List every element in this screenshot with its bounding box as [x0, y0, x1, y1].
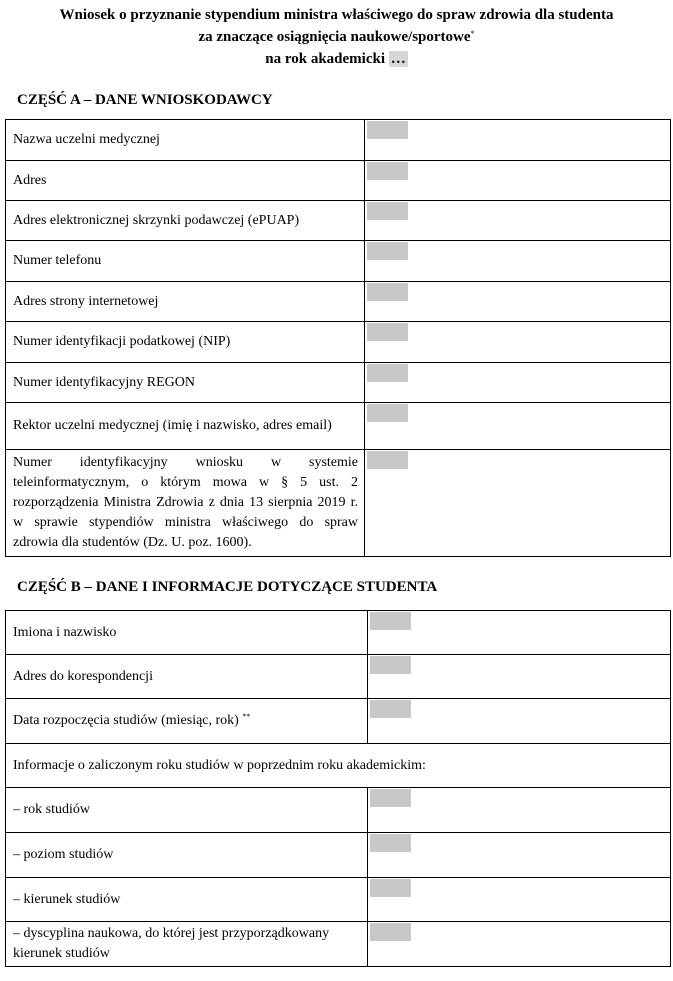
table-row [6, 201, 671, 241]
input-field[interactable] [370, 879, 411, 897]
table-row [6, 450, 671, 557]
input-field[interactable] [370, 656, 411, 674]
field-value-cell[interactable] [368, 655, 671, 699]
academic-year-field[interactable]: … [390, 51, 406, 67]
input-field[interactable] [367, 242, 408, 260]
field-value-cell[interactable] [365, 161, 671, 201]
field-value-cell[interactable] [368, 878, 671, 922]
info-row-label: Informacje o zaliczonym roku studiów w poprzednim roku akademickim: [6, 744, 671, 788]
field-value-cell[interactable] [368, 788, 671, 833]
table-row [6, 282, 671, 322]
footnote-mark: * [470, 29, 475, 38]
table-row [6, 611, 671, 655]
field-label: Imiona i nazwisko [6, 611, 368, 655]
field-label-text: Data rozpoczęcia studiów (miesiąc, rok) [13, 713, 239, 728]
table-row [6, 788, 671, 833]
field-label: – poziom studiów [6, 833, 368, 878]
form-title-line3 [0, 48, 673, 70]
input-field[interactable] [367, 202, 408, 220]
field-label: Numer identyfikacji podatkowej (NIP) [6, 322, 365, 363]
field-label: Numer identyfikacyjny wniosku w systemie teleinformatycznym, o którym mowa w § 5 ust. 2 rozporządzenia Ministra Zdrowia z dnia 13 sierpnia 2019 r. w sprawie stypendiów ministra właściwego do spraw zdrowia dla studentów (Dz. U. poz. 1600). [6, 450, 365, 557]
table-row [6, 241, 671, 282]
footnote-mark: ** [242, 712, 251, 721]
form-title-line2-text: za znaczące osiągnięcia naukowe/sportowe [198, 29, 471, 45]
input-field[interactable] [367, 162, 408, 180]
field-value-cell[interactable] [368, 699, 671, 744]
field-label: Rektor uczelni medycznej (imię i nazwisko, adres email) [6, 403, 365, 450]
table-row [6, 322, 671, 363]
table-row [6, 403, 671, 450]
field-label: Adres do korespondencji [6, 655, 368, 699]
form-title-line3-text: na rok akademicki [265, 51, 385, 67]
field-value-cell[interactable] [365, 282, 671, 322]
input-field[interactable] [367, 404, 408, 422]
table-row [6, 833, 671, 878]
input-field[interactable] [367, 121, 408, 139]
input-field[interactable] [367, 364, 408, 382]
field-value-cell[interactable] [368, 611, 671, 655]
form-title-line2 [0, 26, 673, 48]
input-field[interactable] [367, 283, 408, 301]
field-value-cell[interactable] [365, 450, 671, 557]
field-value-cell[interactable] [368, 833, 671, 878]
section-b-title: CZĘŚĆ B – DANE I INFORMACJE DOTYCZĄCE STUDENTA [17, 579, 438, 595]
field-label: Adres strony internetowej [6, 282, 365, 322]
table-row [6, 878, 671, 922]
field-value-cell[interactable] [368, 922, 671, 967]
table-row [6, 699, 671, 744]
field-value-cell[interactable] [365, 201, 671, 241]
field-value-cell[interactable] [365, 363, 671, 403]
field-value-cell[interactable] [365, 120, 671, 161]
field-value-cell[interactable] [365, 322, 671, 363]
field-value-cell[interactable] [365, 403, 671, 450]
field-label: – kierunek studiów [6, 878, 368, 922]
field-label: Nazwa uczelni medycznej [6, 120, 365, 161]
table-row [6, 744, 671, 788]
table-row [6, 922, 671, 967]
field-label [6, 699, 368, 744]
field-label: Adres [6, 161, 365, 201]
table-row [6, 655, 671, 699]
table-row [6, 363, 671, 403]
section-a-table [5, 119, 671, 557]
table-row [6, 120, 671, 161]
field-value-cell[interactable] [365, 241, 671, 282]
input-field[interactable] [367, 451, 408, 469]
form-title-line1: Wniosek o przyznanie stypendium ministra właściwego do spraw zdrowia dla studenta [59, 7, 614, 23]
input-field[interactable] [370, 612, 411, 630]
input-field[interactable] [370, 834, 411, 852]
field-label: – dyscyplina naukowa, do której jest przyporządkowany kierunek studiów [6, 922, 368, 967]
input-field[interactable] [370, 923, 411, 941]
field-label: Numer identyfikacyjny REGON [6, 363, 365, 403]
input-field[interactable] [367, 323, 408, 341]
table-row [6, 161, 671, 201]
field-label: – rok studiów [6, 788, 368, 833]
input-field[interactable] [370, 700, 411, 718]
section-a-title: CZĘŚĆ A – DANE WNIOSKODAWCY [17, 92, 273, 108]
input-field[interactable] [370, 789, 411, 807]
field-label: Numer telefonu [6, 241, 365, 282]
field-label: Adres elektronicznej skrzynki podawczej (ePUAP) [6, 201, 365, 241]
section-b-table [5, 610, 671, 967]
